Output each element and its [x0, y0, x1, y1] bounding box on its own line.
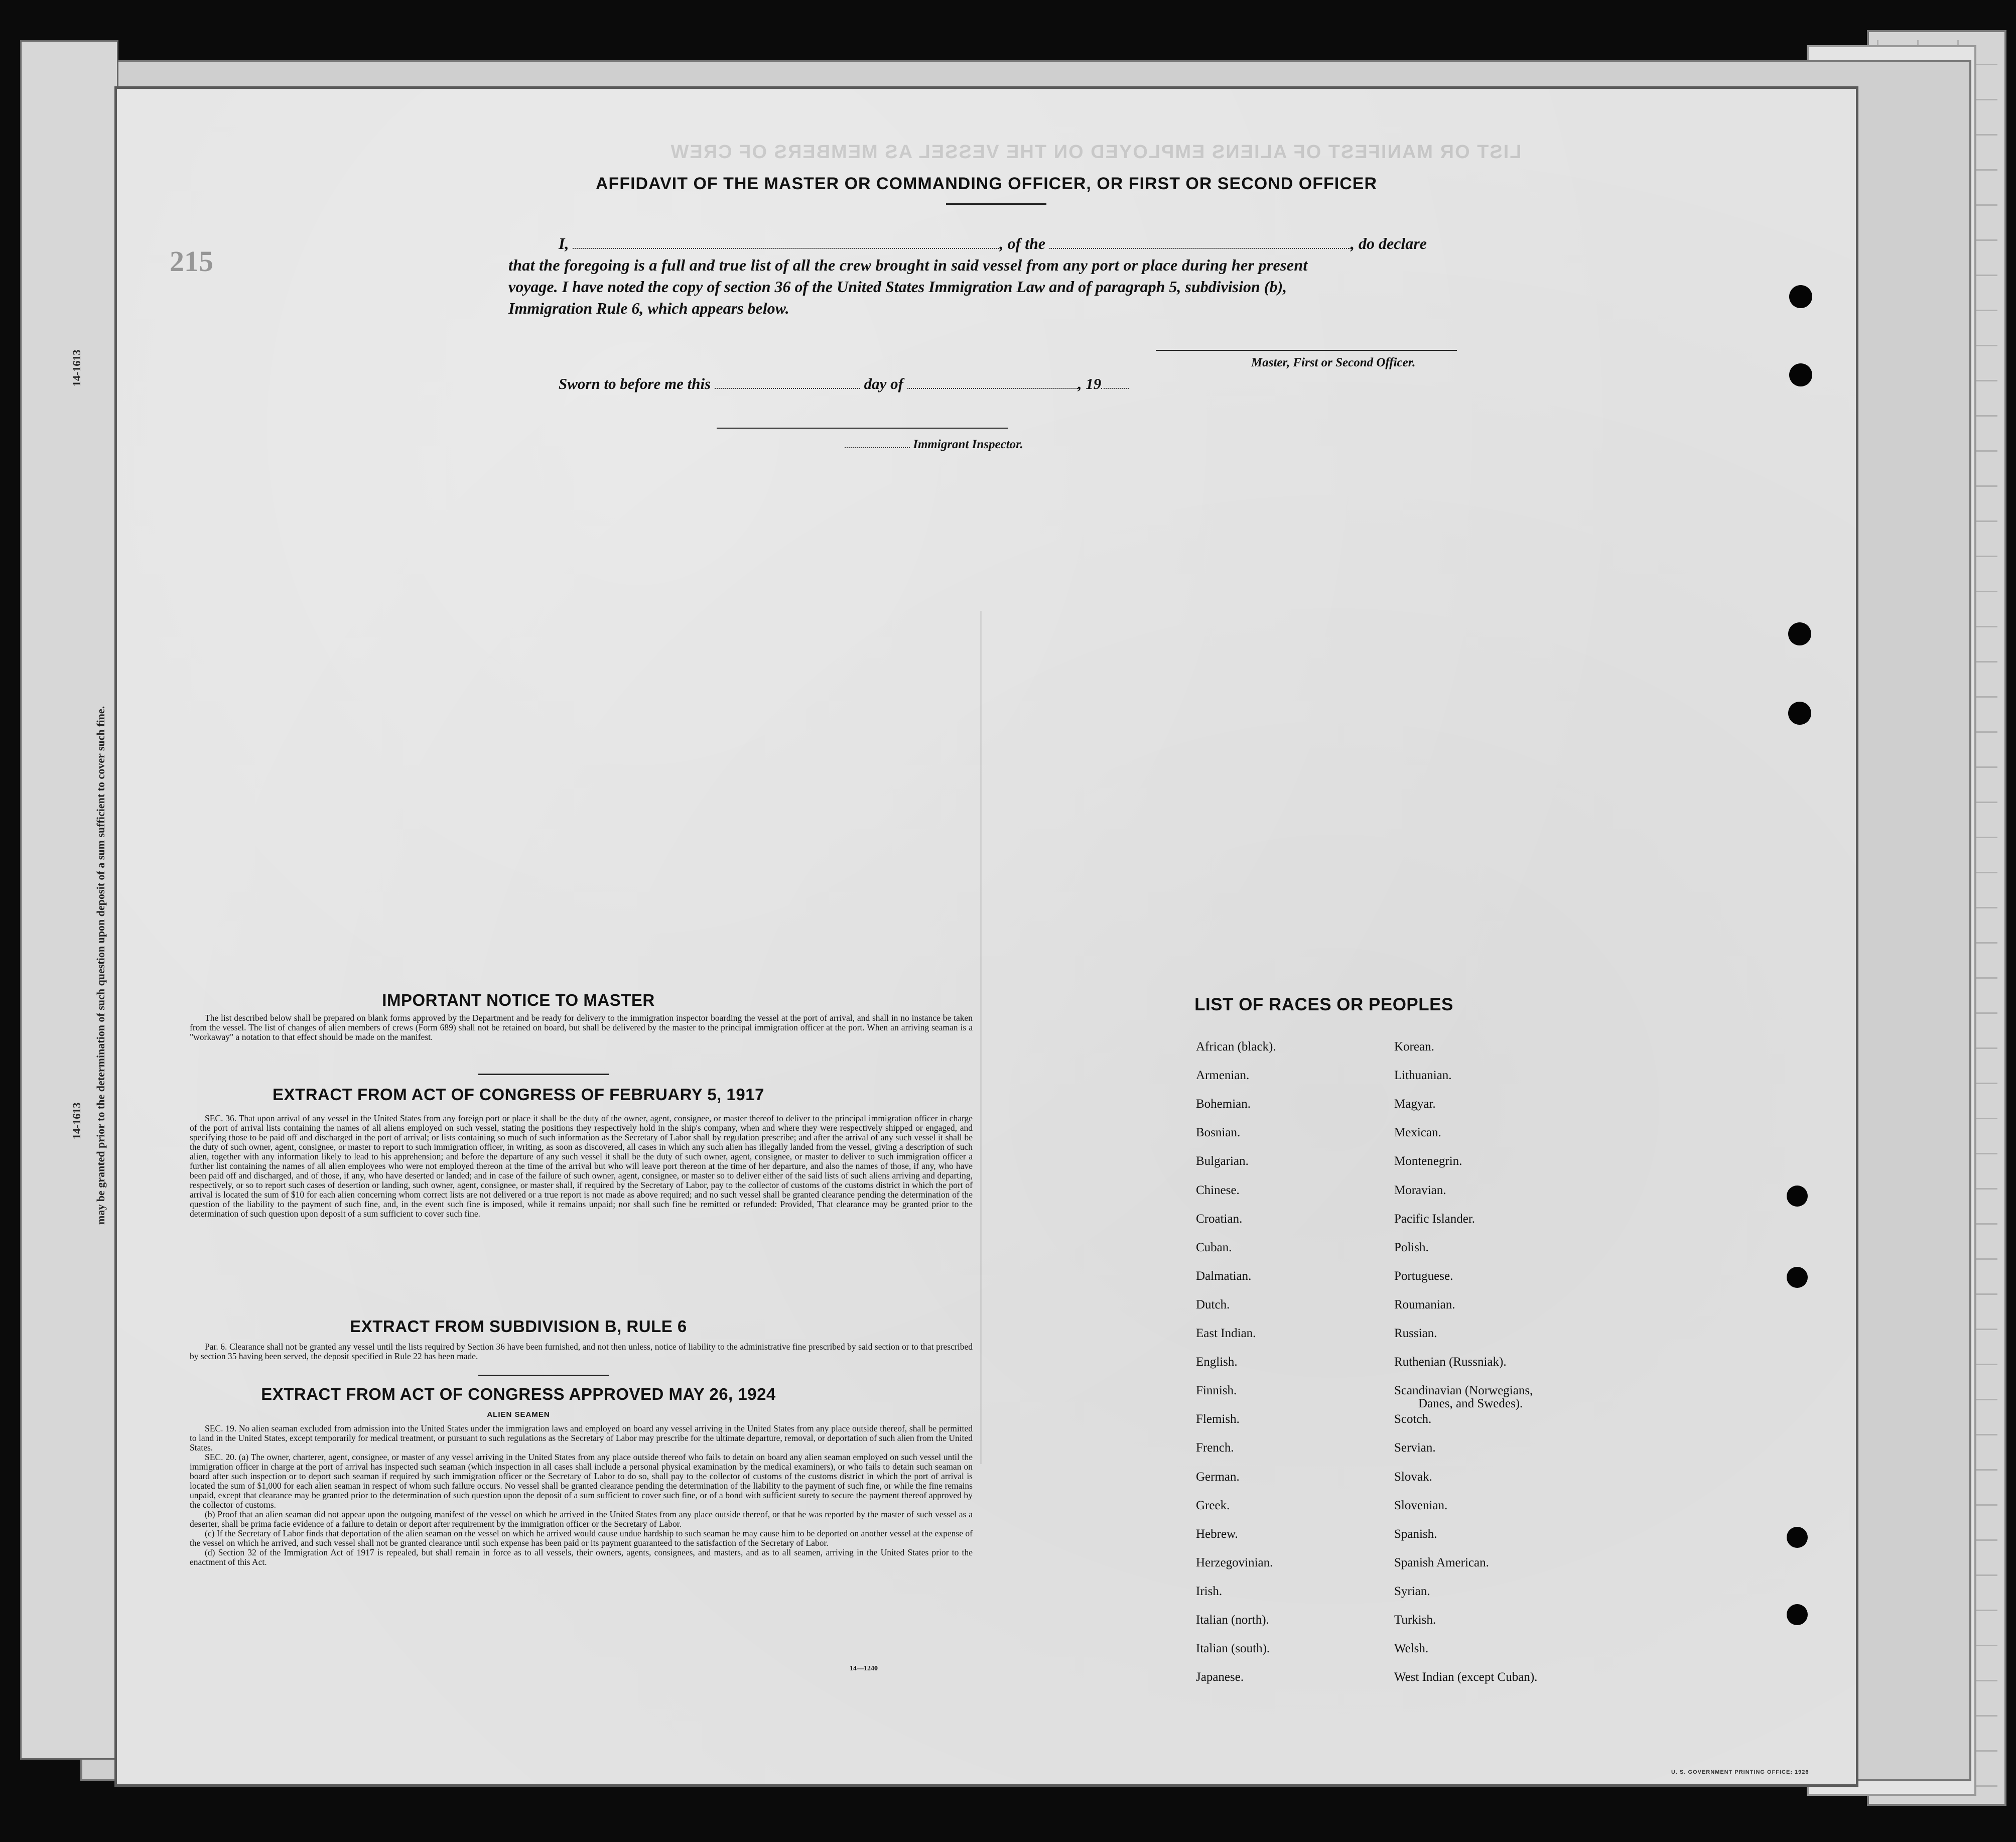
- race-item: Greek.: [1196, 1498, 1230, 1512]
- binder-hole: [1787, 1186, 1808, 1207]
- race-item: African (black).: [1196, 1040, 1276, 1054]
- race-item: Italian (south).: [1196, 1642, 1270, 1656]
- race-item: Portuguese.: [1394, 1269, 1453, 1283]
- binder-hole: [1789, 285, 1812, 308]
- binder-hole: [1787, 1527, 1808, 1548]
- inspector-signature-line: [717, 428, 1008, 429]
- race-item: West Indian (except Cuban).: [1394, 1670, 1538, 1684]
- race-item: Italian (north).: [1196, 1613, 1269, 1627]
- race-item: French.: [1196, 1441, 1234, 1455]
- binder-hole: [1787, 1604, 1808, 1625]
- document-sheet: [114, 86, 1858, 1787]
- master-signature-line: [1156, 350, 1457, 351]
- affidavit-title: AFFIDAVIT OF THE MASTER OR COMMANDING OFFICER, OR FIRST OR SECOND OFFICER: [596, 174, 1377, 193]
- race-item: Moravian.: [1394, 1183, 1446, 1197]
- extract-1924-title: EXTRACT FROM ACT OF CONGRESS APPROVED MAY 26, 1924: [261, 1385, 776, 1403]
- notice-body: [190, 1013, 973, 1042]
- race-item: Bosnian.: [1196, 1126, 1241, 1140]
- printer-imprint: U. S. GOVERNMENT PRINTING OFFICE: 1926: [1671, 1769, 1809, 1775]
- race-item: Mexican.: [1394, 1126, 1441, 1140]
- races-title: LIST OF RACES OR PEOPLES: [1194, 995, 1453, 1014]
- race-item: Polish.: [1394, 1240, 1429, 1254]
- form-code: 14—1240: [850, 1665, 878, 1672]
- race-item: Irish.: [1196, 1584, 1223, 1598]
- rule6-divider: [478, 1375, 609, 1376]
- race-item: Dalmatian.: [1196, 1269, 1252, 1283]
- race-item: Dutch.: [1196, 1297, 1230, 1311]
- binder-hole: [1787, 1267, 1808, 1288]
- extract-rule6-body: [190, 1342, 973, 1361]
- affidavit-line-3: voyage. I have noted the copy of section 36 of the United States Immigration Law and of paragraph 5, subdivision (b),: [508, 278, 1287, 296]
- extract-1924-body: [190, 1424, 973, 1567]
- race-item: Scotch.: [1394, 1412, 1432, 1426]
- race-item: Spanish American.: [1394, 1555, 1489, 1569]
- race-item: Cuban.: [1196, 1240, 1232, 1254]
- notice-paragraph: The list described below shall be prepared on blank forms approved by the Department and be ready for delivery to the immigration inspector boarding the vessel at the port of arrival, and shall in no instance be taken from the vessel. The list of changes of alien members of crews (Form 689) shall not be retained on board, but shall be delivered by the master to the principal immigration officer at the port. When an arriving seaman is a "workaway" a notation to that effect should be made on the manifest.: [190, 1013, 973, 1042]
- race-item: Magyar.: [1394, 1097, 1436, 1111]
- sworn-line: [559, 375, 1129, 393]
- affidavit-of-the: , of the: [999, 234, 1045, 252]
- margin-rotated-text: may be granted prior to the determination of such question upon deposit of a sum sufficient to cover such fine.: [94, 706, 107, 1225]
- race-item-continuation: Danes, and Swedes).: [1418, 1397, 1523, 1411]
- race-item: Lithuanian.: [1394, 1069, 1452, 1083]
- race-item: Syrian.: [1394, 1584, 1430, 1598]
- affidavit-declare: , do declare: [1351, 234, 1427, 252]
- notice-divider: [478, 1074, 609, 1075]
- master-caption: Master, First or Second Officer.: [1251, 356, 1416, 369]
- race-item: Roumanian.: [1394, 1297, 1455, 1311]
- vessel-blank: [1049, 238, 1351, 249]
- race-item: German.: [1196, 1470, 1240, 1484]
- binder-hole: [1788, 702, 1811, 725]
- race-item: Hebrew.: [1196, 1527, 1238, 1541]
- race-item: Turkish.: [1394, 1613, 1436, 1627]
- year-blank: [1101, 378, 1129, 389]
- affidavit-i: I,: [559, 234, 569, 252]
- affidavit-line-1: [559, 234, 1427, 253]
- name-blank: [573, 238, 999, 249]
- race-item: Korean.: [1394, 1040, 1434, 1054]
- race-item: Russian.: [1394, 1327, 1437, 1340]
- sworn-day-blank: [715, 378, 860, 389]
- race-item: Chinese.: [1196, 1183, 1240, 1197]
- day-of-text: day of: [864, 375, 903, 392]
- alien-seamen-caption: ALIEN SEAMEN: [487, 1410, 550, 1419]
- race-item: Herzegovinian.: [1196, 1555, 1273, 1569]
- section-36-paragraph: SEC. 36. That upon arrival of any vessel in the United States from any foreign port or place it shall be the duty of the owner, agent, consignee, or master thereof to deliver to the principal immigration officer in charge of the port of arrival lists containing the names of all aliens employed on such vessel, stating the positions they respectively hold in the ship's company, when and where they were respectively shipped or engaged, and specifying those to be paid off and discharged in the port of arrival; or lists containing so much of such information as the Secretary of Labor shall by regulation prescribe; and after the arrival of any such vessel it shall be the duty of such owner, agent, consignee, or master to report to such immigration officer, in writing, as soon as discovered, all cases in which any such alien has illegally landed from the vessel, giving a description of such alien, together with any information likely to lead to his apprehension; and before the departure of any such vessel it shall be the duty of such owner, agent, consignee, or master to deliver to such immigration officer a further list containing the names of all alien employees who were not employed thereon at the time of the arrival but who will leave port thereon at the time of her departure, and also the names of those, if any, who have been paid off and discharged, and of those, if any, who have deserted or landed; and in case of the failure of such owner, agent, consignee, or master so to deliver either of the said lists of such aliens arriving and departing, respectively, or so to report such cases of desertion or landing, such owner, agent, consignee, or master shall, if required by the Secretary of Labor, pay to the collector of customs of the customs district in which the port of arrival is located the sum of $10 for each alien concerning whom correct lists are not delivered or a true report is not made as above required; and no such vessel shall be granted clearance pending the determination of the question of the liability to the payment of such fine, and, in the event such fine is imposed, while it remains unpaid; nor shall such fine be remitted or refunded: Provided, That clearance may be granted prior to the determination of such question upon deposit of a sum sufficient to cover such fine.: [190, 1113, 973, 1219]
- extract-rule6-title: EXTRACT FROM SUBDIVISION B, RULE 6: [350, 1317, 687, 1336]
- inspector-caption: [845, 438, 1023, 452]
- title-divider: [946, 203, 1046, 205]
- race-item: Welsh.: [1394, 1642, 1429, 1656]
- affidavit-line-4: Immigration Rule 6, which appears below.: [508, 299, 789, 317]
- race-item: Croatian.: [1196, 1212, 1243, 1226]
- sec20c-paragraph: (c) If the Secretary of Labor finds that deportation of the alien seaman on the vessel on which he arrived would cause undue hardship to such seaman he may cause him to be deported on another vessel at the expense of the vessel on which he arrived, and such vessel shall not be granted clearance until such expense has been paid or its payment guaranteed to the satisfaction of the Secretary of Labor.: [190, 1528, 973, 1548]
- inspector-caption-text: Immigrant Inspector.: [913, 438, 1023, 451]
- race-item: Servian.: [1394, 1441, 1436, 1455]
- notice-title: IMPORTANT NOTICE TO MASTER: [382, 991, 655, 1009]
- year-prefix: , 19: [1078, 375, 1102, 392]
- sec19-paragraph: SEC. 19. No alien seaman excluded from admission into the United States under the immigration laws and employed on board any vessel arriving in the United States from any place outside thereof, shall be permitted to land in the United States, except temporarily for medical treatment, or pursuant to such regulations as the Secretary of Labor may prescribe for the ultimate departure, removal, or deportation of such alien from the United States.: [190, 1423, 973, 1453]
- margin-form-code: 14-1613: [70, 349, 83, 386]
- bleed-through-mark: 215: [170, 245, 213, 278]
- race-item: Scandinavian (Norwegians,: [1394, 1384, 1533, 1398]
- race-item: Ruthenian (Russniak).: [1394, 1355, 1507, 1369]
- race-item: Bohemian.: [1196, 1097, 1251, 1111]
- race-item: Slovenian.: [1394, 1498, 1448, 1512]
- affidavit-line-2: that the foregoing is a full and true list of all the crew brought in said vessel from any port or place during her present: [508, 256, 1308, 274]
- margin-form-code: 14-1613: [70, 1102, 83, 1139]
- center-fold: [980, 611, 982, 1464]
- binder-hole: [1788, 622, 1811, 645]
- race-item: English.: [1196, 1355, 1238, 1369]
- sec20d-paragraph: (d) Section 32 of the Immigration Act of 1917 is repealed, but shall remain in force as to all vessels, their owners, agents, consignees, and masters, and as to all seamen, arriving in the United States prior to the enactment of this Act.: [190, 1547, 973, 1567]
- race-item: Japanese.: [1196, 1670, 1244, 1684]
- race-item: Finnish.: [1196, 1384, 1237, 1398]
- sworn-text: Sworn to before me this: [559, 375, 711, 392]
- race-item: Spanish.: [1394, 1527, 1437, 1541]
- sec20a-paragraph: SEC. 20. (a) The owner, charterer, agent, consignee, or master of any vessel arriving in the United States from any place outside thereof who fails to detain on board any alien seaman employed on such vessel until the immigration officer in charge at the port of arrival has inspected such seaman (which inspection in all cases shall include a personal physical examination by the medical examiners), or who fails to detain such seaman on board after such inspection or to deport such seaman if required by such immigration officer or the Secretary of Labor to do so, shall pay to the collector of customs of the customs district in which the port of arrival is located the sum of $1,000 for each alien seaman in respect of whom such failure occurs. No vessel shall be granted clearance pending the determination of the liability to the payment of such fine, or while the fine remains unpaid, except that clearance may be granted prior to the determination of such question upon the deposit of a sum sufficient to cover such fine, or of a bond with sufficient surety to secure the payment thereof approved by the collector of customs.: [190, 1452, 973, 1510]
- race-item: Slovak.: [1394, 1470, 1432, 1484]
- extract-1917-title: EXTRACT FROM ACT OF CONGRESS OF FEBRUARY 5, 1917: [273, 1085, 764, 1104]
- sworn-month-blank: [907, 378, 1078, 389]
- bleed-through-title: LIST OR MANIFEST OF ALIENS EMPLOYED ON THE VESSEL AS MEMBERS OF CREW: [669, 142, 1522, 163]
- race-item: Pacific Islander.: [1394, 1212, 1475, 1226]
- race-item: Flemish.: [1196, 1412, 1240, 1426]
- sec20b-paragraph: (b) Proof that an alien seaman did not appear upon the outgoing manifest of the vessel on which he arrived in the United States from any place outside thereof, or that he was reported by the master of such vessel as a deserter, shall be prima facie evidence of a failure to detain or deport after requirement by the immigration officer or the Secretary of Labor.: [190, 1509, 973, 1529]
- race-item: Armenian.: [1196, 1069, 1250, 1083]
- binder-hole: [1789, 363, 1812, 386]
- par6-paragraph: Par. 6. Clearance shall not be granted any vessel until the lists required by Section 36 have been furnished, and not then unless, notice of liability to the administrative fine prescribed by said section or to that prescribed by section 35 having been served, the deposit specified in Rule 22 has been made.: [190, 1342, 973, 1361]
- extract-1917-body: [190, 1114, 973, 1219]
- race-item: Montenegrin.: [1394, 1154, 1462, 1168]
- race-item: East Indian.: [1196, 1327, 1256, 1340]
- race-item: Bulgarian.: [1196, 1154, 1249, 1168]
- inspector-dots: [845, 442, 910, 448]
